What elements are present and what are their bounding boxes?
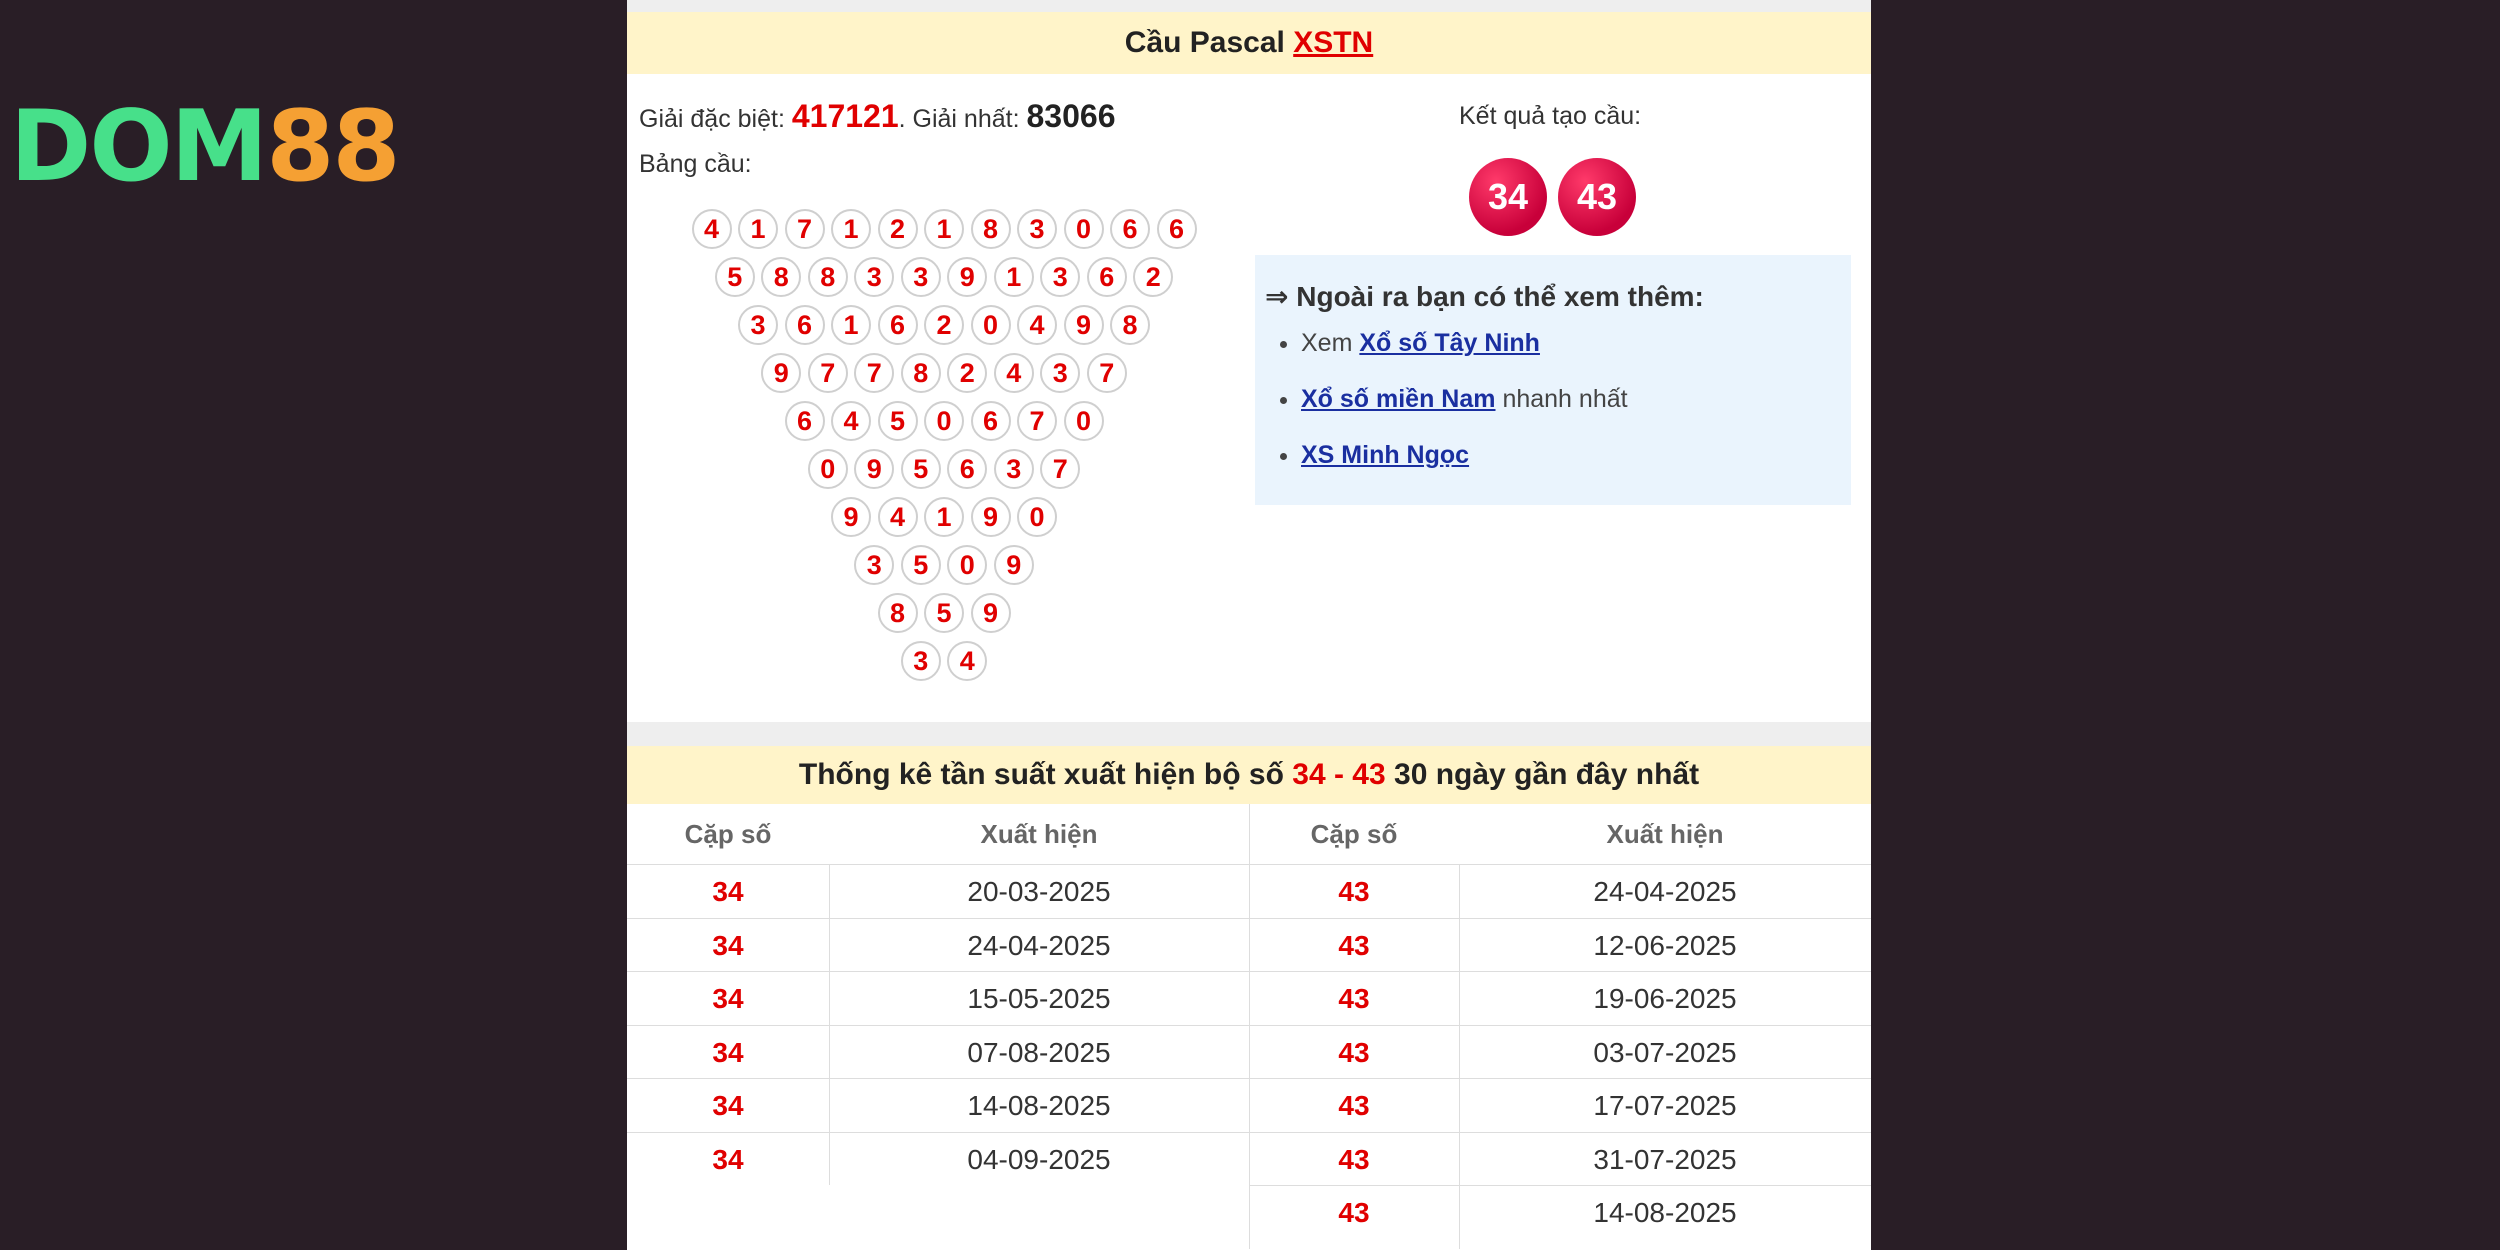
triangle-digit: 0 bbox=[971, 305, 1011, 345]
list-item bbox=[1301, 321, 1628, 377]
triangle-digit: 3 bbox=[738, 305, 778, 345]
triangle-digit: 8 bbox=[971, 209, 1011, 249]
logo-text-88: 88 bbox=[266, 90, 399, 204]
triangle-digit: 5 bbox=[901, 545, 941, 585]
section-title-stats bbox=[627, 746, 1871, 804]
triangle-digit: 9 bbox=[761, 353, 801, 393]
more-links-box bbox=[1255, 255, 1851, 505]
section-title-pascal bbox=[627, 12, 1871, 74]
right-date-cell: 24-04-2025 bbox=[1459, 864, 1871, 917]
right-pair-cell: 43 bbox=[1249, 1078, 1459, 1131]
triangle-digit: 7 bbox=[1040, 449, 1080, 489]
left-date-cell: 07-08-2025 bbox=[829, 1025, 1249, 1078]
triangle-digit: 7 bbox=[1087, 353, 1127, 393]
triangle-digit: 0 bbox=[1064, 209, 1104, 249]
triangle-digit: 3 bbox=[901, 641, 941, 681]
right-date-cell: 17-07-2025 bbox=[1459, 1078, 1871, 1131]
header-date-right: Xuất hiện bbox=[1606, 819, 1724, 849]
triangle-digit: 9 bbox=[994, 545, 1034, 585]
triangle-digit: 4 bbox=[831, 401, 871, 441]
triangle-digit: 7 bbox=[1017, 401, 1057, 441]
triangle-digit: 8 bbox=[761, 257, 801, 297]
link-xs-minh-ngoc[interactable]: XS Minh Ngọc bbox=[1301, 441, 1470, 469]
left-pair-cell: 34 bbox=[627, 971, 829, 1024]
triangle-digit: 1 bbox=[738, 209, 778, 249]
triangle-digit: 6 bbox=[1087, 257, 1127, 297]
special-prize-label: Giải đặc biệt: bbox=[639, 105, 792, 133]
left-date-cell: 15-05-2025 bbox=[829, 971, 1249, 1024]
triangle-digit: 2 bbox=[924, 305, 964, 345]
triangle-digit: 8 bbox=[1110, 305, 1150, 345]
triangle-digit: 3 bbox=[1017, 209, 1057, 249]
triangle-digit: 8 bbox=[808, 257, 848, 297]
logo-text-dom: DOM bbox=[10, 90, 267, 204]
triangle-digit: 1 bbox=[831, 305, 871, 345]
right-date-cell: 14-08-2025 bbox=[1459, 1185, 1871, 1238]
triangle-digit: 8 bbox=[878, 593, 918, 633]
left-pair-cell: 34 bbox=[627, 1025, 829, 1078]
triangle-digit: 9 bbox=[947, 257, 987, 297]
right-pair-cell: 43 bbox=[1249, 971, 1459, 1024]
triangle-digit: 9 bbox=[1064, 305, 1104, 345]
triangle-digit: 9 bbox=[854, 449, 894, 489]
triangle-digit: 6 bbox=[971, 401, 1011, 441]
triangle-digit: 9 bbox=[831, 497, 871, 537]
triangle-digit: 2 bbox=[1133, 257, 1173, 297]
right-pair-cell: 43 bbox=[1249, 1185, 1459, 1238]
link-xo-so-mien-nam[interactable]: Xổ số miền Nam bbox=[1301, 385, 1496, 413]
table-divider bbox=[1459, 864, 1460, 1249]
triangle-digit: 7 bbox=[785, 209, 825, 249]
right-pair-cell: 43 bbox=[1249, 1025, 1459, 1078]
list-item bbox=[1301, 433, 1628, 489]
triangle-digit: 3 bbox=[1040, 353, 1080, 393]
table-divider bbox=[829, 864, 830, 1185]
link-xo-so-tay-ninh[interactable]: Xổ số Tây Ninh bbox=[1359, 329, 1540, 357]
xstn-link[interactable]: XSTN bbox=[1293, 26, 1374, 59]
bang-cau-label: Bảng cầu: bbox=[639, 150, 752, 178]
result-ball-43: 43 bbox=[1558, 158, 1636, 236]
left-pair-cell: 34 bbox=[627, 1078, 829, 1131]
triangle-digit: 1 bbox=[831, 209, 871, 249]
triangle-digit: 1 bbox=[924, 209, 964, 249]
triangle-digit: 6 bbox=[947, 449, 987, 489]
triangle-digit: 4 bbox=[692, 209, 732, 249]
triangle-digit: 0 bbox=[1017, 497, 1057, 537]
triangle-digit: 6 bbox=[1157, 209, 1197, 249]
triangle-digit: 4 bbox=[878, 497, 918, 537]
triangle-digit: 8 bbox=[901, 353, 941, 393]
triangle-digit: 5 bbox=[878, 401, 918, 441]
prize-info bbox=[639, 98, 1115, 135]
more-title: ⇒ Ngoài ra bạn có thể xem thêm: bbox=[1265, 281, 1704, 312]
right-pair-cell: 43 bbox=[1249, 918, 1459, 971]
triangle-digit: 3 bbox=[854, 545, 894, 585]
triangle-digit: 9 bbox=[971, 497, 1011, 537]
triangle-digit: 0 bbox=[1064, 401, 1104, 441]
stats-title-suffix: 30 ngày gần đây nhất bbox=[1385, 758, 1700, 791]
triangle-digit: 0 bbox=[947, 545, 987, 585]
header-pair-right: Cặp số bbox=[1310, 819, 1398, 849]
triangle-digit: 4 bbox=[947, 641, 987, 681]
pascal-title-text: Cầu Pascal bbox=[1124, 26, 1285, 59]
triangle-digit: 0 bbox=[924, 401, 964, 441]
first-prize-value: 83066 bbox=[1026, 98, 1116, 134]
section-gap bbox=[627, 722, 1871, 746]
first-prize-label: . Giải nhất: bbox=[898, 105, 1027, 133]
triangle-digit: 1 bbox=[924, 497, 964, 537]
dom88-logo bbox=[10, 92, 399, 202]
triangle-digit: 7 bbox=[854, 353, 894, 393]
right-pair-cell: 43 bbox=[1249, 864, 1459, 917]
header-date-left: Xuất hiện bbox=[980, 819, 1098, 849]
triangle-digit: 3 bbox=[854, 257, 894, 297]
special-prize-value: 417121 bbox=[791, 98, 899, 134]
right-date-cell: 03-07-2025 bbox=[1459, 1025, 1871, 1078]
left-date-cell: 20-03-2025 bbox=[829, 864, 1249, 917]
triangle-digit: 2 bbox=[878, 209, 918, 249]
result-ball-34: 34 bbox=[1469, 158, 1547, 236]
triangle-digit: 6 bbox=[878, 305, 918, 345]
triangle-digit: 7 bbox=[808, 353, 848, 393]
right-date-cell: 31-07-2025 bbox=[1459, 1132, 1871, 1185]
triangle-digit: 0 bbox=[808, 449, 848, 489]
left-date-cell: 24-04-2025 bbox=[829, 918, 1249, 971]
table-divider bbox=[1249, 804, 1250, 1249]
triangle-digit: 5 bbox=[901, 449, 941, 489]
triangle-digit: 4 bbox=[994, 353, 1034, 393]
item1-prefix: Xem bbox=[1301, 329, 1360, 357]
triangle-digit: 9 bbox=[971, 593, 1011, 633]
triangle-digit: 6 bbox=[1110, 209, 1150, 249]
right-date-cell: 19-06-2025 bbox=[1459, 971, 1871, 1024]
left-date-cell: 04-09-2025 bbox=[829, 1132, 1249, 1185]
triangle-digit: 4 bbox=[1017, 305, 1057, 345]
left-pair-cell: 34 bbox=[627, 1132, 829, 1185]
triangle-digit: 6 bbox=[785, 305, 825, 345]
right-pair-cell: 43 bbox=[1249, 1132, 1459, 1185]
left-pair-cell: 34 bbox=[627, 918, 829, 971]
triangle-digit: 6 bbox=[785, 401, 825, 441]
triangle-digit: 3 bbox=[994, 449, 1034, 489]
stats-title-prefix: Thống kê tần suất xuất hiện bộ số bbox=[798, 758, 1293, 791]
content-panel bbox=[627, 0, 1871, 1250]
left-date-cell: 14-08-2025 bbox=[829, 1078, 1249, 1131]
triangle-digit: 3 bbox=[1040, 257, 1080, 297]
result-label: Kết quả tạo cầu: bbox=[1459, 102, 1642, 130]
list-item bbox=[1301, 377, 1628, 433]
triangle-digit: 2 bbox=[947, 353, 987, 393]
top-strip bbox=[627, 0, 1871, 12]
triangle-digit: 3 bbox=[901, 257, 941, 297]
triangle-digit: 1 bbox=[994, 257, 1034, 297]
item2-suffix: nhanh nhất bbox=[1495, 385, 1628, 413]
left-pair-cell: 34 bbox=[627, 864, 829, 917]
header-pair-left: Cặp số bbox=[684, 819, 772, 849]
triangle-digit: 5 bbox=[924, 593, 964, 633]
more-links-list bbox=[1255, 321, 1628, 489]
stats-title-pairs: 34 - 43 bbox=[1292, 758, 1386, 791]
right-date-cell: 12-06-2025 bbox=[1459, 918, 1871, 971]
triangle-digit: 5 bbox=[715, 257, 755, 297]
